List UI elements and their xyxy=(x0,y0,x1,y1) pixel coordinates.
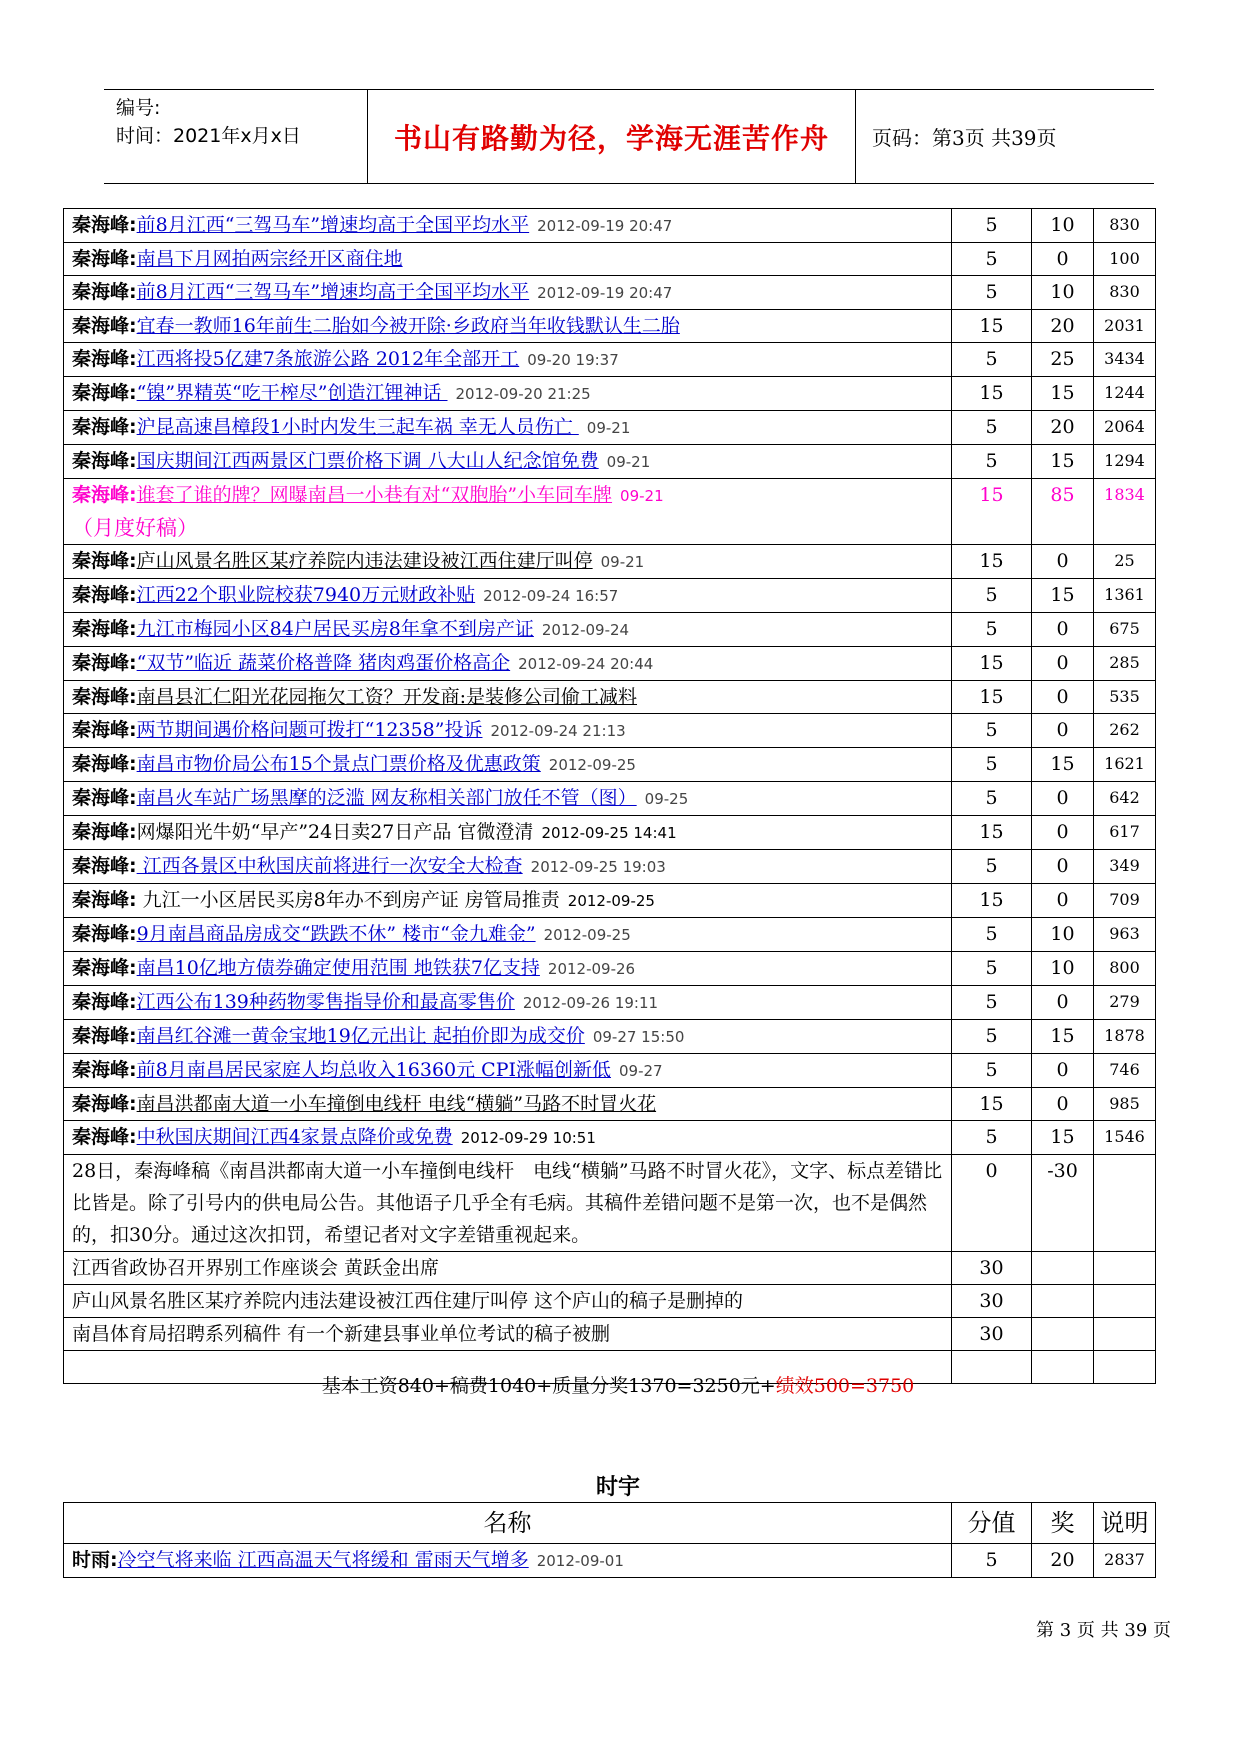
article-cell xyxy=(64,986,952,1020)
score-cell: 30 xyxy=(952,1318,1032,1351)
article-link[interactable]: 南昌洪都南大道一小车撞倒电线杆 电线“横躺”马路不时冒火花 xyxy=(136,1093,657,1115)
author-name: 秦海峰: xyxy=(72,719,137,741)
score-cell: 0 xyxy=(952,1155,1032,1252)
reward-cell: 20 xyxy=(1032,411,1094,445)
article-cell xyxy=(64,782,952,816)
article-cell xyxy=(64,952,952,986)
reward-cell: 15 xyxy=(1032,1121,1094,1155)
table-row xyxy=(64,681,1156,714)
author-name: 秦海峰: xyxy=(72,348,137,370)
article-link[interactable]: “镍”界精英“吃干榨尽”创造江锂神话 xyxy=(136,382,448,404)
score-cell: 5 xyxy=(952,748,1032,782)
article-link[interactable]: 南昌县汇仁阳光花园拖欠工资？开发商:是装修公司偷工减料 xyxy=(136,686,638,708)
article-link[interactable]: “双节”临近 蔬菜价格普降 猪肉鸡蛋价格高企 xyxy=(136,652,511,674)
author-name: 秦海峰: xyxy=(72,1093,137,1115)
score-cell: 15 xyxy=(952,681,1032,714)
score-cell: 5 xyxy=(952,782,1032,816)
author-name: 秦海峰: xyxy=(72,889,137,911)
article-date: 2012-09-24 xyxy=(541,621,630,639)
extra-text: 南昌体育局招聘系列稿件 有一个新建县事业单位考试的稿子被删 xyxy=(64,1318,952,1351)
reward-cell: 20 xyxy=(1032,1544,1094,1578)
table-row xyxy=(64,1088,1156,1121)
note-cell: 1244 xyxy=(1094,377,1156,411)
article-link[interactable]: 沪昆高速昌樟段1小时内发生三起车祸 幸无人员伤亡 xyxy=(136,416,579,438)
score-cell: 15 xyxy=(952,479,1032,545)
article-date: 2012-09-25 19:03 xyxy=(530,858,666,876)
article-cell xyxy=(64,714,952,748)
article-cell xyxy=(64,681,952,714)
author-name: 秦海峰: xyxy=(72,315,137,337)
author-name: 秦海峰: xyxy=(72,686,137,708)
article-link[interactable]: 9月南昌商品房成交“跌跌不休” 楼市“金九难金” xyxy=(136,923,536,945)
col-header-reward: 奖 xyxy=(1032,1503,1094,1544)
article-date: 2012-09-26 xyxy=(547,960,636,978)
reward-cell: 0 xyxy=(1032,613,1094,647)
article-date: 2012-09-24 20:44 xyxy=(518,655,654,673)
table-row xyxy=(64,748,1156,782)
reward-cell: 0 xyxy=(1032,816,1094,850)
col-header-score: 分值 xyxy=(952,1503,1032,1544)
note-cell: 1878 xyxy=(1094,1020,1156,1054)
author-name: 秦海峰: xyxy=(72,957,137,979)
article-date: 09-27 15:50 xyxy=(592,1028,685,1046)
reward-cell xyxy=(1032,1252,1094,1285)
author-name: 秦海峰: xyxy=(72,1025,137,1047)
article-link[interactable]: 南昌10亿地方债券确定使用范围 地铁获7亿支持 xyxy=(136,957,540,979)
article-date: 2012-09-29 10:51 xyxy=(460,1129,596,1147)
score-cell: 15 xyxy=(952,1088,1032,1121)
penalty-row xyxy=(64,1155,1156,1252)
article-cell xyxy=(64,1544,952,1578)
article-link[interactable]: 前8月江西“三驾马车”增速均高于全国平均水平 xyxy=(136,214,530,236)
score-cell: 5 xyxy=(952,613,1032,647)
note-cell: 535 xyxy=(1094,681,1156,714)
note-cell: 709 xyxy=(1094,884,1156,918)
article-link[interactable]: 南昌下月网拍两宗经开区商住地 xyxy=(136,248,403,270)
salary-summary xyxy=(63,1371,1173,1398)
article-cell xyxy=(64,1088,952,1121)
article-date: 09-21 xyxy=(586,419,631,437)
table-row xyxy=(64,479,1156,545)
note-cell: 830 xyxy=(1094,276,1156,310)
article-date: 2012-09-25 xyxy=(567,892,655,910)
table-row xyxy=(64,411,1156,445)
table-row xyxy=(64,343,1156,377)
page-footer: 第 3 页 共 39 页 xyxy=(1036,1620,1171,1641)
article-cell xyxy=(64,579,952,613)
article-link[interactable]: 江西公布139种药物零售指导价和最高零售价 xyxy=(136,991,515,1013)
author-name: 秦海峰: xyxy=(72,1059,137,1081)
col-header-note: 说明 xyxy=(1094,1503,1156,1544)
table-row xyxy=(64,918,1156,952)
article-link[interactable]: 国庆期间江西两景区门票价格下调 八大山人纪念馆免费 xyxy=(136,450,599,472)
author-name: 秦海峰: xyxy=(72,855,137,877)
score-cell: 5 xyxy=(952,918,1032,952)
reward-cell: 0 xyxy=(1032,681,1094,714)
table-row xyxy=(64,1318,1156,1351)
note-cell: 963 xyxy=(1094,918,1156,952)
author-name: 秦海峰: xyxy=(72,450,137,472)
table-row xyxy=(64,276,1156,310)
score-cell: 15 xyxy=(952,545,1032,579)
table-row xyxy=(64,243,1156,276)
score-cell: 30 xyxy=(952,1285,1032,1318)
score-cell: 5 xyxy=(952,579,1032,613)
author-name: 秦海峰: xyxy=(72,787,137,809)
author-name: 秦海峰: xyxy=(72,382,137,404)
score-cell: 15 xyxy=(952,647,1032,681)
author-name: 秦海峰: xyxy=(72,281,137,303)
note-cell: 617 xyxy=(1094,816,1156,850)
article-cell xyxy=(64,884,952,918)
reward-cell: 0 xyxy=(1032,545,1094,579)
salary-summary-bonus: 绩效500=3750 xyxy=(775,1375,915,1397)
article-cell xyxy=(64,377,952,411)
article-date: 2012-09-24 16:57 xyxy=(483,587,619,605)
reward-cell: 10 xyxy=(1032,209,1094,243)
article-date: 2012-09-20 21:25 xyxy=(455,385,591,403)
page-header xyxy=(104,89,1154,184)
author-name: 秦海峰: xyxy=(72,484,137,506)
author-name: 秦海峰: xyxy=(72,923,137,945)
article-date: 09-27 xyxy=(619,1062,663,1080)
note-cell: 746 xyxy=(1094,1054,1156,1088)
author-name: 秦海峰: xyxy=(72,991,137,1013)
table-row xyxy=(64,986,1156,1020)
table-row xyxy=(64,714,1156,748)
score-cell: 5 xyxy=(952,445,1032,479)
reward-cell: 0 xyxy=(1032,243,1094,276)
score-cell: 5 xyxy=(952,1054,1032,1088)
article-date: 2012-09-24 21:13 xyxy=(490,722,626,740)
reward-cell: -30 xyxy=(1032,1155,1094,1252)
score-cell: 5 xyxy=(952,276,1032,310)
extra-text: 庐山风景名胜区某疗养院内违法建设被江西住建厅叫停 这个庐山的稿子是删掉的 xyxy=(64,1285,952,1318)
score-cell: 5 xyxy=(952,986,1032,1020)
note-cell xyxy=(1094,1318,1156,1351)
article-cell xyxy=(64,613,952,647)
author-name: 秦海峰: xyxy=(72,618,137,640)
article-cell xyxy=(64,816,952,850)
article-cell xyxy=(64,918,952,952)
reward-cell: 0 xyxy=(1032,1054,1094,1088)
author-name: 秦海峰: xyxy=(72,550,137,572)
table-row xyxy=(64,1054,1156,1088)
score-cell: 5 xyxy=(952,411,1032,445)
article-link[interactable]: 南昌火车站广场黑摩的泛滥 网友称相关部门放任不管（图） xyxy=(136,787,637,809)
reward-cell: 10 xyxy=(1032,952,1094,986)
penalty-text: 28日，秦海峰稿《南昌洪都南大道一小车撞倒电线杆 电线“横躺”马路不时冒火花》，文字、标点差错比比皆是。除了引号内的供电局公告。其他语子几乎全有毛病。其稿件差错问题不是第一次，也不是偶然的，扣30分。通过这次扣罚，希望记者对文字差错重视起来。 xyxy=(64,1155,952,1252)
table-row xyxy=(64,579,1156,613)
note-cell: 2837 xyxy=(1094,1544,1156,1578)
reward-cell: 0 xyxy=(1032,1088,1094,1121)
article-link[interactable]: 九江一小区居民买房8年办不到房产证 房管局推责 xyxy=(136,889,560,911)
article-cell xyxy=(64,1020,952,1054)
score-cell: 5 xyxy=(952,1121,1032,1155)
reward-cell xyxy=(1032,1285,1094,1318)
note-cell xyxy=(1094,1155,1156,1252)
reward-cell: 15 xyxy=(1032,579,1094,613)
table-row xyxy=(64,310,1156,343)
note-cell: 1361 xyxy=(1094,579,1156,613)
score-table-2 xyxy=(63,1502,1156,1578)
table-row xyxy=(64,377,1156,411)
article-link[interactable]: 中秋国庆期间江西4家景点降价或免费 xyxy=(136,1126,453,1148)
doc-number-label: 编号: xyxy=(116,97,161,119)
article-date: 09-21 xyxy=(606,453,651,471)
article-cell xyxy=(64,748,952,782)
table-row xyxy=(64,647,1156,681)
reward-cell: 10 xyxy=(1032,918,1094,952)
article-link[interactable]: 九江市梅园小区84户居民买房8年拿不到房产证 xyxy=(136,618,534,640)
table-row xyxy=(64,1544,1156,1578)
note-cell: 800 xyxy=(1094,952,1156,986)
score-cell: 5 xyxy=(952,850,1032,884)
reward-cell: 0 xyxy=(1032,782,1094,816)
article-link[interactable]: 网爆阳光牛奶“早产”24日卖27日产品 官微澄清 xyxy=(136,821,534,843)
article-link[interactable]: 江西将投5亿建7条旅游公路 2012年全部开工 xyxy=(136,348,520,370)
table-row xyxy=(64,209,1156,243)
score-cell: 15 xyxy=(952,377,1032,411)
article-cell xyxy=(64,479,952,545)
note-cell: 349 xyxy=(1094,850,1156,884)
score-cell: 5 xyxy=(952,1020,1032,1054)
article-cell xyxy=(64,850,952,884)
article-cell xyxy=(64,209,952,243)
note-cell: 3434 xyxy=(1094,343,1156,377)
article-cell xyxy=(64,310,952,343)
reward-cell: 20 xyxy=(1032,310,1094,343)
author-name: 秦海峰: xyxy=(72,214,137,236)
article-link[interactable]: 前8月南昌居民家庭人均总收入16360元 CPI涨幅创新低 xyxy=(136,1059,612,1081)
note-cell: 1546 xyxy=(1094,1121,1156,1155)
note-cell: 100 xyxy=(1094,243,1156,276)
note-cell xyxy=(1094,1252,1156,1285)
score-cell: 30 xyxy=(952,1252,1032,1285)
doc-time: 时间：2021年x月x日 xyxy=(116,125,301,147)
article-link[interactable]: 两节期间遇价格问题可拨打“12358”投诉 xyxy=(136,719,483,741)
table-row xyxy=(64,613,1156,647)
score-cell: 5 xyxy=(952,243,1032,276)
article-cell xyxy=(64,343,952,377)
header-motto: 书山有路勤为径，学海无涯苦作舟 xyxy=(367,90,856,183)
article-date: 2012-09-25 xyxy=(543,926,631,944)
score-cell: 5 xyxy=(952,209,1032,243)
note-cell: 642 xyxy=(1094,782,1156,816)
score-cell: 5 xyxy=(952,343,1032,377)
reward-cell xyxy=(1032,1318,1094,1351)
table-row xyxy=(64,1252,1156,1285)
extra-text: 江西省政协召开界别工作座谈会 黄跃金出席 xyxy=(64,1252,952,1285)
article-cell xyxy=(64,276,952,310)
reward-cell: 15 xyxy=(1032,1020,1094,1054)
col-header-name: 名称 xyxy=(64,1503,952,1544)
author-name: 秦海峰: xyxy=(72,248,137,270)
author-name: 秦海峰: xyxy=(72,652,137,674)
author-name: 时雨: xyxy=(72,1549,118,1571)
note-cell: 1294 xyxy=(1094,445,1156,479)
table-row xyxy=(64,445,1156,479)
score-table xyxy=(63,208,1156,1384)
article-link[interactable]: 南昌红谷滩一黄金宝地19亿元出让 起拍价即为成交价 xyxy=(136,1025,585,1047)
reward-cell: 10 xyxy=(1032,276,1094,310)
article-link[interactable]: 前8月江西“三驾马车”增速均高于全国平均水平 xyxy=(136,281,530,303)
reward-cell: 0 xyxy=(1032,850,1094,884)
article-date: 2012-09-01 xyxy=(536,1552,624,1570)
author-name: 秦海峰: xyxy=(72,584,137,606)
article-link[interactable]: 谁套了谁的牌？网曝南昌一小巷有对“双胞胎”小车同车牌 xyxy=(136,484,613,506)
author-name: 秦海峰: xyxy=(72,821,137,843)
note-cell: 675 xyxy=(1094,613,1156,647)
article-cell xyxy=(64,647,952,681)
section-title: 时宇 xyxy=(595,1475,640,1500)
table-row xyxy=(64,1020,1156,1054)
reward-cell: 0 xyxy=(1032,714,1094,748)
article-date: 09-21 xyxy=(620,487,664,505)
reward-cell: 15 xyxy=(1032,377,1094,411)
score-cell: 5 xyxy=(952,952,1032,986)
score-cell: 5 xyxy=(952,714,1032,748)
table-row xyxy=(64,1285,1156,1318)
article-cell xyxy=(64,1121,952,1155)
note-cell: 1834 xyxy=(1094,479,1156,545)
author-name: 秦海峰: xyxy=(72,416,137,438)
table-row xyxy=(64,952,1156,986)
article-cell xyxy=(64,243,952,276)
note-cell: 285 xyxy=(1094,647,1156,681)
note-cell xyxy=(1094,1285,1156,1318)
article-link[interactable]: 庐山风景名胜区某疗养院内违法建设被江西住建厅叫停 xyxy=(136,550,593,572)
author-name: 秦海峰: xyxy=(72,1126,137,1148)
score-cell: 15 xyxy=(952,816,1032,850)
article-cell xyxy=(64,411,952,445)
reward-cell: 15 xyxy=(1032,748,1094,782)
score-cell: 5 xyxy=(952,1544,1032,1578)
note-cell: 830 xyxy=(1094,209,1156,243)
score-cell: 15 xyxy=(952,884,1032,918)
article-remark: （月度好稿） xyxy=(72,516,198,540)
article-date: 09-21 xyxy=(600,553,645,571)
table-row xyxy=(64,850,1156,884)
article-date: 09-20 19:37 xyxy=(527,351,619,369)
author-name: 秦海峰: xyxy=(72,753,137,775)
reward-cell: 15 xyxy=(1032,445,1094,479)
article-link[interactable]: 江西各景区中秋国庆前将进行一次安全大检查 xyxy=(136,855,523,877)
reward-cell: 85 xyxy=(1032,479,1094,545)
article-link[interactable]: 宜春一教师16年前生二胎如今被开除·乡政府当年收钱默认生二胎 xyxy=(136,315,680,337)
table-row xyxy=(64,545,1156,579)
article-date: 2012-09-25 14:41 xyxy=(541,824,677,842)
reward-cell: 0 xyxy=(1032,884,1094,918)
article-cell xyxy=(64,445,952,479)
article-date: 2012-09-25 xyxy=(548,756,636,774)
article-link[interactable]: 江西22个职业院校获7940万元财政补贴 xyxy=(136,584,476,606)
article-date: 2012-09-19 20:47 xyxy=(537,284,673,302)
note-cell: 985 xyxy=(1094,1088,1156,1121)
note-cell: 2031 xyxy=(1094,310,1156,343)
article-link[interactable]: 南昌市物价局公布15个景点门票价格及优惠政策 xyxy=(136,753,541,775)
note-cell: 2064 xyxy=(1094,411,1156,445)
header-page-info: 页码：第3页 共39页 xyxy=(872,126,1057,150)
reward-cell: 25 xyxy=(1032,343,1094,377)
article-cell xyxy=(64,1054,952,1088)
note-cell: 262 xyxy=(1094,714,1156,748)
article-date: 2012-09-26 19:11 xyxy=(522,994,659,1012)
note-cell: 1621 xyxy=(1094,748,1156,782)
table-row xyxy=(64,816,1156,850)
table-row xyxy=(64,782,1156,816)
reward-cell: 0 xyxy=(1032,986,1094,1020)
score-cell: 15 xyxy=(952,310,1032,343)
article-link[interactable]: 冷空气将来临 江西高温天气将缓和 雷雨天气增多 xyxy=(117,1549,529,1571)
salary-summary-main: 基本工资840+稿费1040+质量分奖1370=3250元+ xyxy=(321,1375,776,1397)
header-left xyxy=(116,94,301,150)
table-row xyxy=(64,884,1156,918)
note-cell: 25 xyxy=(1094,545,1156,579)
article-date: 2012-09-19 20:47 xyxy=(537,217,673,235)
reward-cell: 0 xyxy=(1032,647,1094,681)
table-row xyxy=(64,1121,1156,1155)
article-date: 09-25 xyxy=(644,790,689,808)
note-cell: 279 xyxy=(1094,986,1156,1020)
article-cell xyxy=(64,545,952,579)
